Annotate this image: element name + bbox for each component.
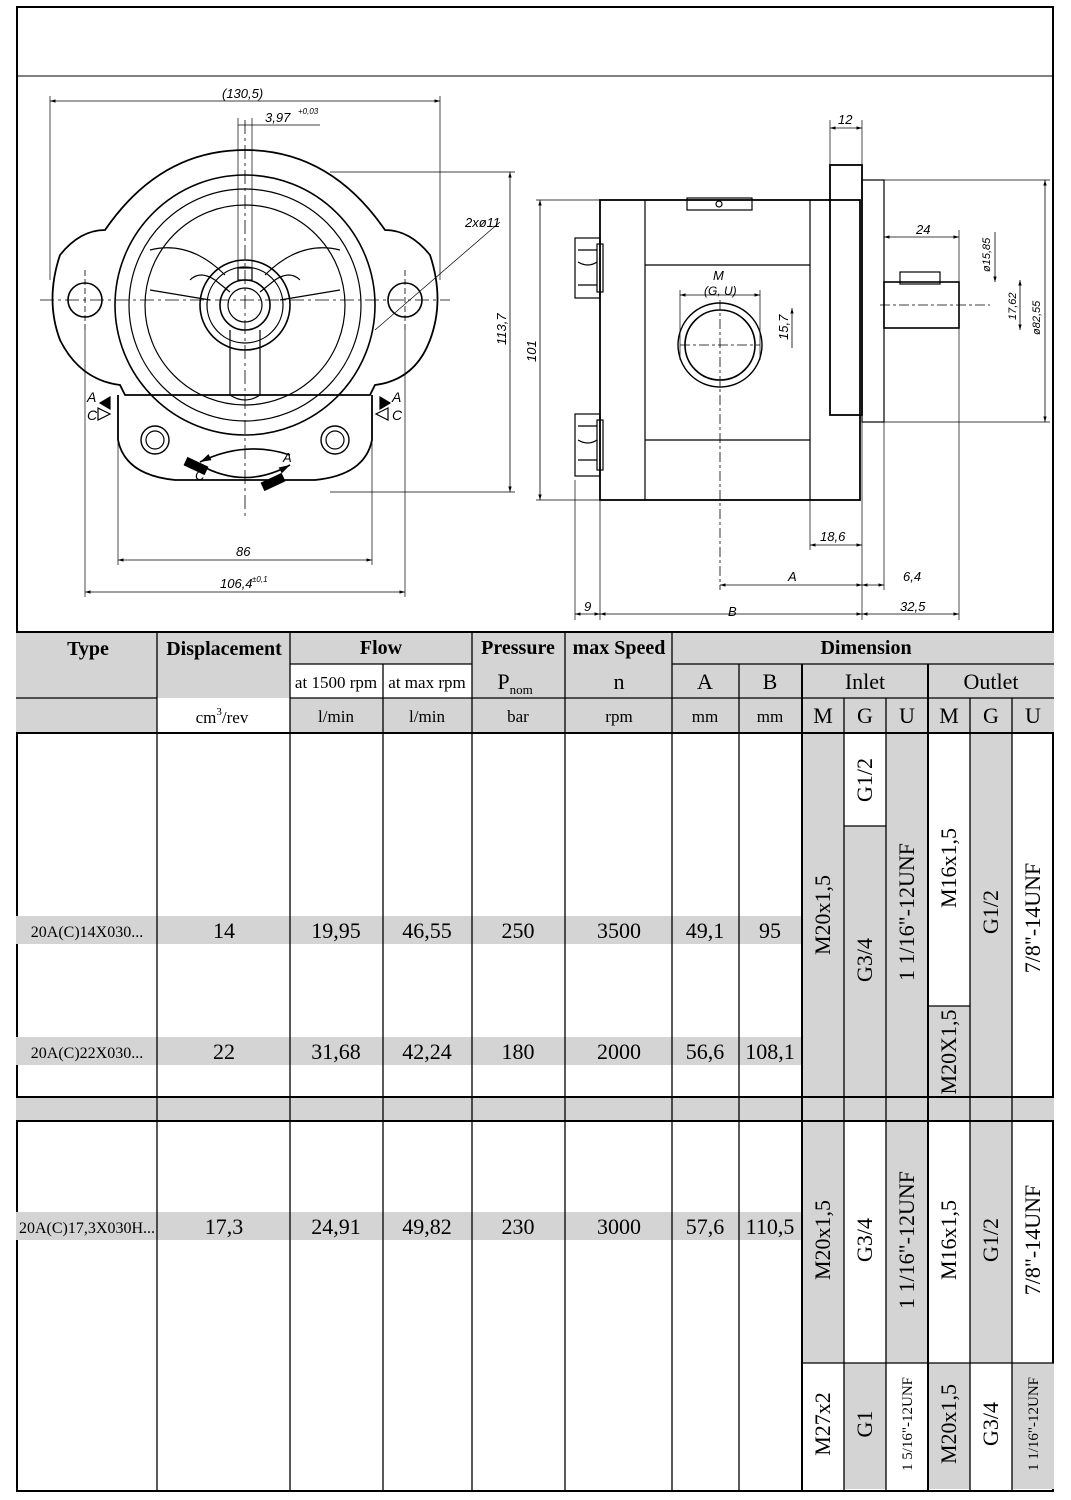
row2-flow-max: 42,24 — [402, 1039, 452, 1064]
row2-pressure: 180 — [501, 1039, 535, 1064]
g1-outlet-u: 7/8"-14UNF — [1020, 862, 1045, 974]
header-inlet: Inlet — [844, 669, 886, 694]
dim-holes: 2xø11 — [465, 215, 501, 230]
dim-side-height: 101 — [524, 340, 539, 362]
g1-inlet-g-top: G1/2 — [852, 758, 877, 802]
dim-shaft-dia: ø15,85 — [981, 237, 993, 272]
header-flow: Flow — [359, 637, 403, 659]
port-label-m: M — [713, 268, 724, 283]
rotation-label-a: A — [283, 450, 292, 465]
g2l-outlet-g: G3/4 — [978, 1402, 1003, 1446]
port-label-c-left: C — [87, 407, 98, 423]
row3-b: 110,5 — [745, 1214, 795, 1239]
header-type: Type — [67, 638, 109, 660]
dim-port-offset: 15,7 — [776, 314, 791, 340]
dim-front-height: 113,7 — [494, 313, 509, 345]
row1-flow-1500: 19,95 — [311, 918, 361, 943]
header-outlet: Outlet — [963, 669, 1019, 694]
row2-type: 20A(C)22X030... — [30, 1045, 144, 1062]
g2l-inlet-m: M27x2 — [810, 1392, 835, 1456]
dim-overall-width: (130,5) — [222, 86, 264, 101]
header-inlet-g: G — [857, 703, 873, 728]
row3-flow-1500: 24,91 — [311, 1214, 361, 1239]
row2-flow-1500: 31,68 — [311, 1039, 361, 1064]
dim-shaft-len: 24 — [916, 222, 931, 237]
g2l-inlet-g: G1 — [852, 1410, 877, 1438]
g2u-outlet-m: M16x1,5 — [936, 1199, 961, 1281]
header-dimension: Dimension — [820, 637, 912, 659]
header-outlet-m: M — [939, 703, 959, 728]
header-pressure: Pressure — [481, 637, 555, 659]
row1-pressure: 250 — [501, 918, 535, 943]
dim-key-height: 17,62 — [1007, 292, 1019, 320]
row2-speed: 2000 — [597, 1039, 641, 1064]
row2-b: 108,1 — [745, 1039, 795, 1064]
rotation-label-c: C — [195, 468, 205, 483]
header-outlet-u: U — [1025, 703, 1041, 728]
row3-speed: 3000 — [597, 1214, 641, 1239]
g1-inlet-u: 1 1/16"-12UNF — [894, 843, 919, 981]
g1-outlet-m-bottom: M20X1,5 — [936, 1009, 961, 1095]
g2l-outlet-m: M20x1,5 — [936, 1383, 961, 1465]
row1-flow-max: 46,55 — [402, 918, 452, 943]
header-flow-1500: at 1500 rpm — [294, 673, 378, 692]
row2-displacement: 22 — [213, 1039, 235, 1064]
row1-a: 49,1 — [685, 918, 725, 943]
port-sublabel: (G, U) — [704, 284, 737, 298]
port-label-a-right: A — [392, 389, 402, 405]
g1-outlet-m-top: M16x1,5 — [936, 827, 961, 909]
port-label-a-left: A — [87, 389, 97, 405]
row3-pressure: 230 — [501, 1214, 535, 1239]
g2u-outlet-u: 7/8"-14UNF — [1020, 1184, 1045, 1296]
dim-18-6: 18,6 — [820, 529, 846, 544]
dim-shaft-key: 3,97 — [265, 110, 291, 125]
g2l-inlet-u: 1 5/16"-12UNF — [900, 1376, 916, 1472]
dim-b: B — [728, 604, 737, 619]
g2u-outlet-g: G1/2 — [978, 1218, 1003, 1262]
dim-a: A — [788, 569, 797, 584]
unit-pressure: bar — [507, 707, 529, 726]
dim-hole-spacing: 106,4 — [220, 576, 253, 591]
header-outlet-g: G — [983, 703, 999, 728]
g2l-outlet-u: 1 1/16"-12UNF — [1026, 1376, 1042, 1472]
unit-displacement: $cm^3$/rev — [195, 706, 249, 727]
row3-flow-max: 49,82 — [402, 1214, 452, 1239]
header-displacement: Displacement — [166, 638, 282, 660]
g1-inlet-g-bottom: G3/4 — [852, 938, 877, 982]
dim-bolt-spacing: 86 — [236, 544, 251, 559]
unit-speed: rpm — [605, 707, 633, 726]
unit-a: mm — [691, 707, 719, 726]
row3-type: 20A(C)17,3X030H... — [19, 1220, 155, 1237]
dim-shaft-key-tol: +0,03 — [298, 107, 319, 116]
g2u-inlet-m: M20x1,5 — [810, 1199, 835, 1281]
g1-outlet-g: G1/2 — [978, 890, 1003, 934]
row1-speed: 3500 — [597, 918, 641, 943]
header-b: B — [762, 669, 778, 694]
row3-a: 57,6 — [685, 1214, 725, 1239]
dim-6-4: 6,4 — [903, 569, 922, 584]
dim-32-5: 32,5 — [900, 599, 926, 614]
header-flow-max: at max rpm — [388, 673, 466, 692]
dim-pilot-dia: ø82,55 — [1031, 300, 1043, 335]
header-inlet-u: U — [899, 703, 915, 728]
row1-displacement: 14 — [213, 918, 235, 943]
dim-hole-spacing-tol: ±0,1 — [252, 575, 268, 584]
row2-a: 56,6 — [685, 1039, 725, 1064]
unit-flow-1500: l/min — [318, 707, 354, 726]
header-a: A — [697, 669, 713, 694]
row1-type: 20A(C)14X030... — [30, 924, 144, 941]
header-inlet-m: M — [813, 703, 833, 728]
row3-displacement: 17,3 — [204, 1214, 244, 1239]
g2u-inlet-g: G3/4 — [852, 1218, 877, 1262]
dim-flange: 12 — [838, 112, 853, 127]
g2u-inlet-u: 1 1/16"-12UNF — [894, 1171, 919, 1309]
dim-9: 9 — [584, 599, 592, 614]
header-n: n — [613, 669, 625, 694]
unit-flow-max: l/min — [409, 707, 445, 726]
row1-b: 95 — [759, 918, 781, 943]
port-label-c-right: C — [392, 407, 403, 423]
unit-b: mm — [756, 707, 784, 726]
g1-inlet-m: M20x1,5 — [810, 874, 835, 956]
header-p-nom: $P_{nom}$ — [497, 669, 533, 697]
header-max-speed: max Speed — [572, 637, 666, 659]
